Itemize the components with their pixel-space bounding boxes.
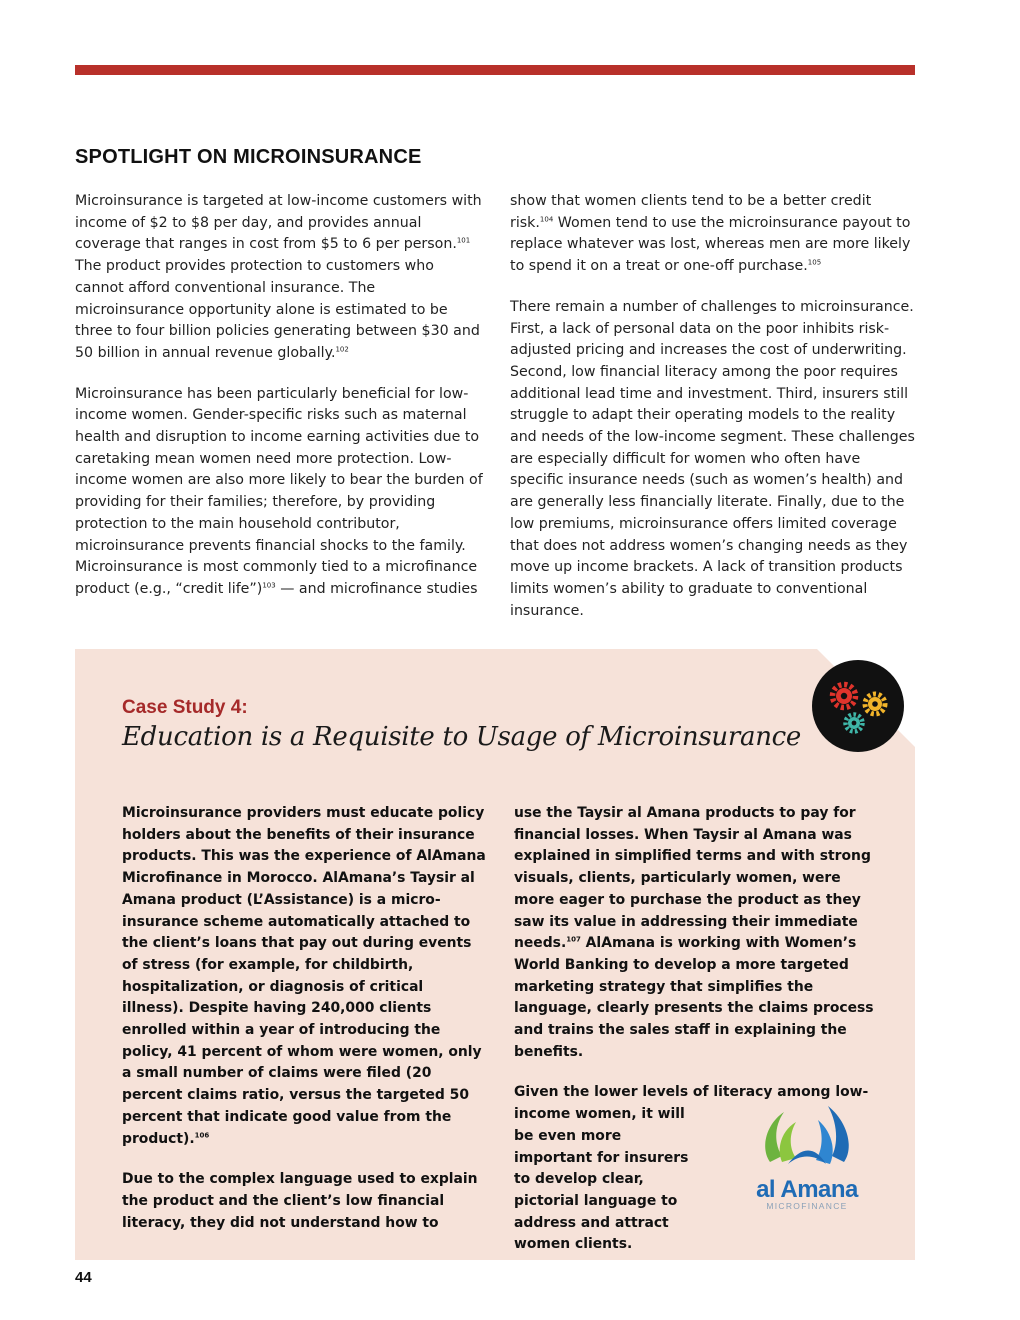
paragraph xyxy=(510,191,915,278)
paragraph xyxy=(514,803,879,1063)
text-run: Microinsurance providers must educate policy holders about the benefits of their insurance products. This was the experience of AlAmana Microfinance in Morocco. AlAmana’s Taysir al Amana product (L’Assistance) is a micro-insurance scheme automatically attached to the client’s loans that pay out during events of stress (for example, for childbirth, hospitalization, or diagnosis of critical illness). Despite having 240,000 clients enrolled within a year of introducing the policy, 41 percent of whom were women, only a small number of claims were filed (20 percent claims ratio, versus the targeted 50 percent that indicate good value from the product). xyxy=(122,805,486,1147)
text-run: show that women clients tend to be a better credit risk. xyxy=(510,193,872,231)
text-run: Microinsurance has been particularly beneficial for low-income women. Gender-specific risks such as maternal health and disruption to income earning activities due to caretaking mean women need more protection. Low-income women are also more likely to bear the burden of providing for their families; therefore, by providing protection to the main household contributor, microinsurance prevents financial shocks to the family. Microinsurance is most commonly tied to a microfinance product (e.g., “credit life”) xyxy=(75,385,483,597)
case-column-left xyxy=(122,803,487,1253)
case-study-title: Education is a Requisite to Usage of Microinsurance xyxy=(122,722,801,752)
logo-wordmark: al Amana xyxy=(756,1176,858,1203)
text-run: The product provides protection to customers who cannot afford conventional insurance. The microinsurance opportunity alone is estimated to be three to four billion policies generating between $30 and 50 billion in annual revenue globally. xyxy=(75,258,480,361)
paragraph-wrap-around-logo: be even more important for insurers to develop clear, pictorial language to address and attract women clients. xyxy=(514,1127,689,1253)
footnote-ref: 102 xyxy=(335,345,349,354)
footnote-ref: 101 xyxy=(456,236,471,245)
footnote-ref: 105 xyxy=(807,258,822,267)
page-number: 44 xyxy=(75,1269,92,1286)
footnote-ref: 103 xyxy=(262,581,276,590)
text-run: AlAmana is working with Women’s World Banking to develop a more targeted marketing strategy that simplifies the language, clearly presents the claims process and trains the sales staff in explaining the benefits. xyxy=(514,935,874,1060)
al-amana-logo xyxy=(748,1092,866,1214)
paragraph xyxy=(75,191,487,365)
paragraph xyxy=(122,803,487,1150)
footnote-ref: 107 xyxy=(566,935,581,944)
text-run: use the Taysir al Amana products to pay for financial losses. When Taysir al Amana was explained in simplified terms and with strong visuals, clients, particularly women, were more eager to purchase the product as they saw its value in addressing their immediate needs. xyxy=(514,805,871,952)
footnote-ref: 106 xyxy=(194,1130,210,1139)
footnote-ref: 104 xyxy=(539,214,554,223)
section-title: SPOTLIGHT ON MICROINSURANCE xyxy=(75,146,422,168)
top-accent-rule xyxy=(75,65,915,75)
gears-icon xyxy=(812,660,904,752)
body-column-right xyxy=(510,191,915,641)
text-run: — and microfinance studies xyxy=(275,580,478,597)
text-run: Women tend to use the microinsurance payout to replace whatever was lost, whereas men are more likely to spend it on a treat or one-off purchase. xyxy=(510,214,911,275)
case-study-label: Case Study 4: xyxy=(122,697,248,718)
paragraph xyxy=(75,384,487,601)
text-run: Given the lower levels of literacy among low-income women, it will xyxy=(514,1084,869,1123)
body-column-left xyxy=(75,191,487,620)
text-run: Microinsurance is targeted at low-income customers with income of $2 to $8 per day, and provides annual coverage that ranges in cost from $5 to 6 per person. xyxy=(75,193,482,253)
paragraph: There remain a number of challenges to microinsurance. First, a lack of personal data on the poor inhibits risk-adjusted pricing and increases the cost of underwriting. Second, low financial literacy among the poor requires additional lead time and investment. Third, insurers still struggle to adapt their operating models to the reality and needs of the low-income segment. These challenges are especially difficult for women who often have specific insurance needs (such as women’s health) and are generally less financially literate. Finally, due to the low premiums, microinsurance offers limited coverage that does not address women’s changing needs as they move up income brackets. A lack of transition products limits women’s ability to graduate to conventional insurance. xyxy=(510,298,915,619)
paragraph: Due to the complex language used to explain the product and the client’s low financial literacy, they did not understand how to xyxy=(122,1171,478,1231)
logo-mark-icon xyxy=(748,1092,866,1176)
logo-subtitle: MICROFINANCE xyxy=(766,1201,848,1211)
